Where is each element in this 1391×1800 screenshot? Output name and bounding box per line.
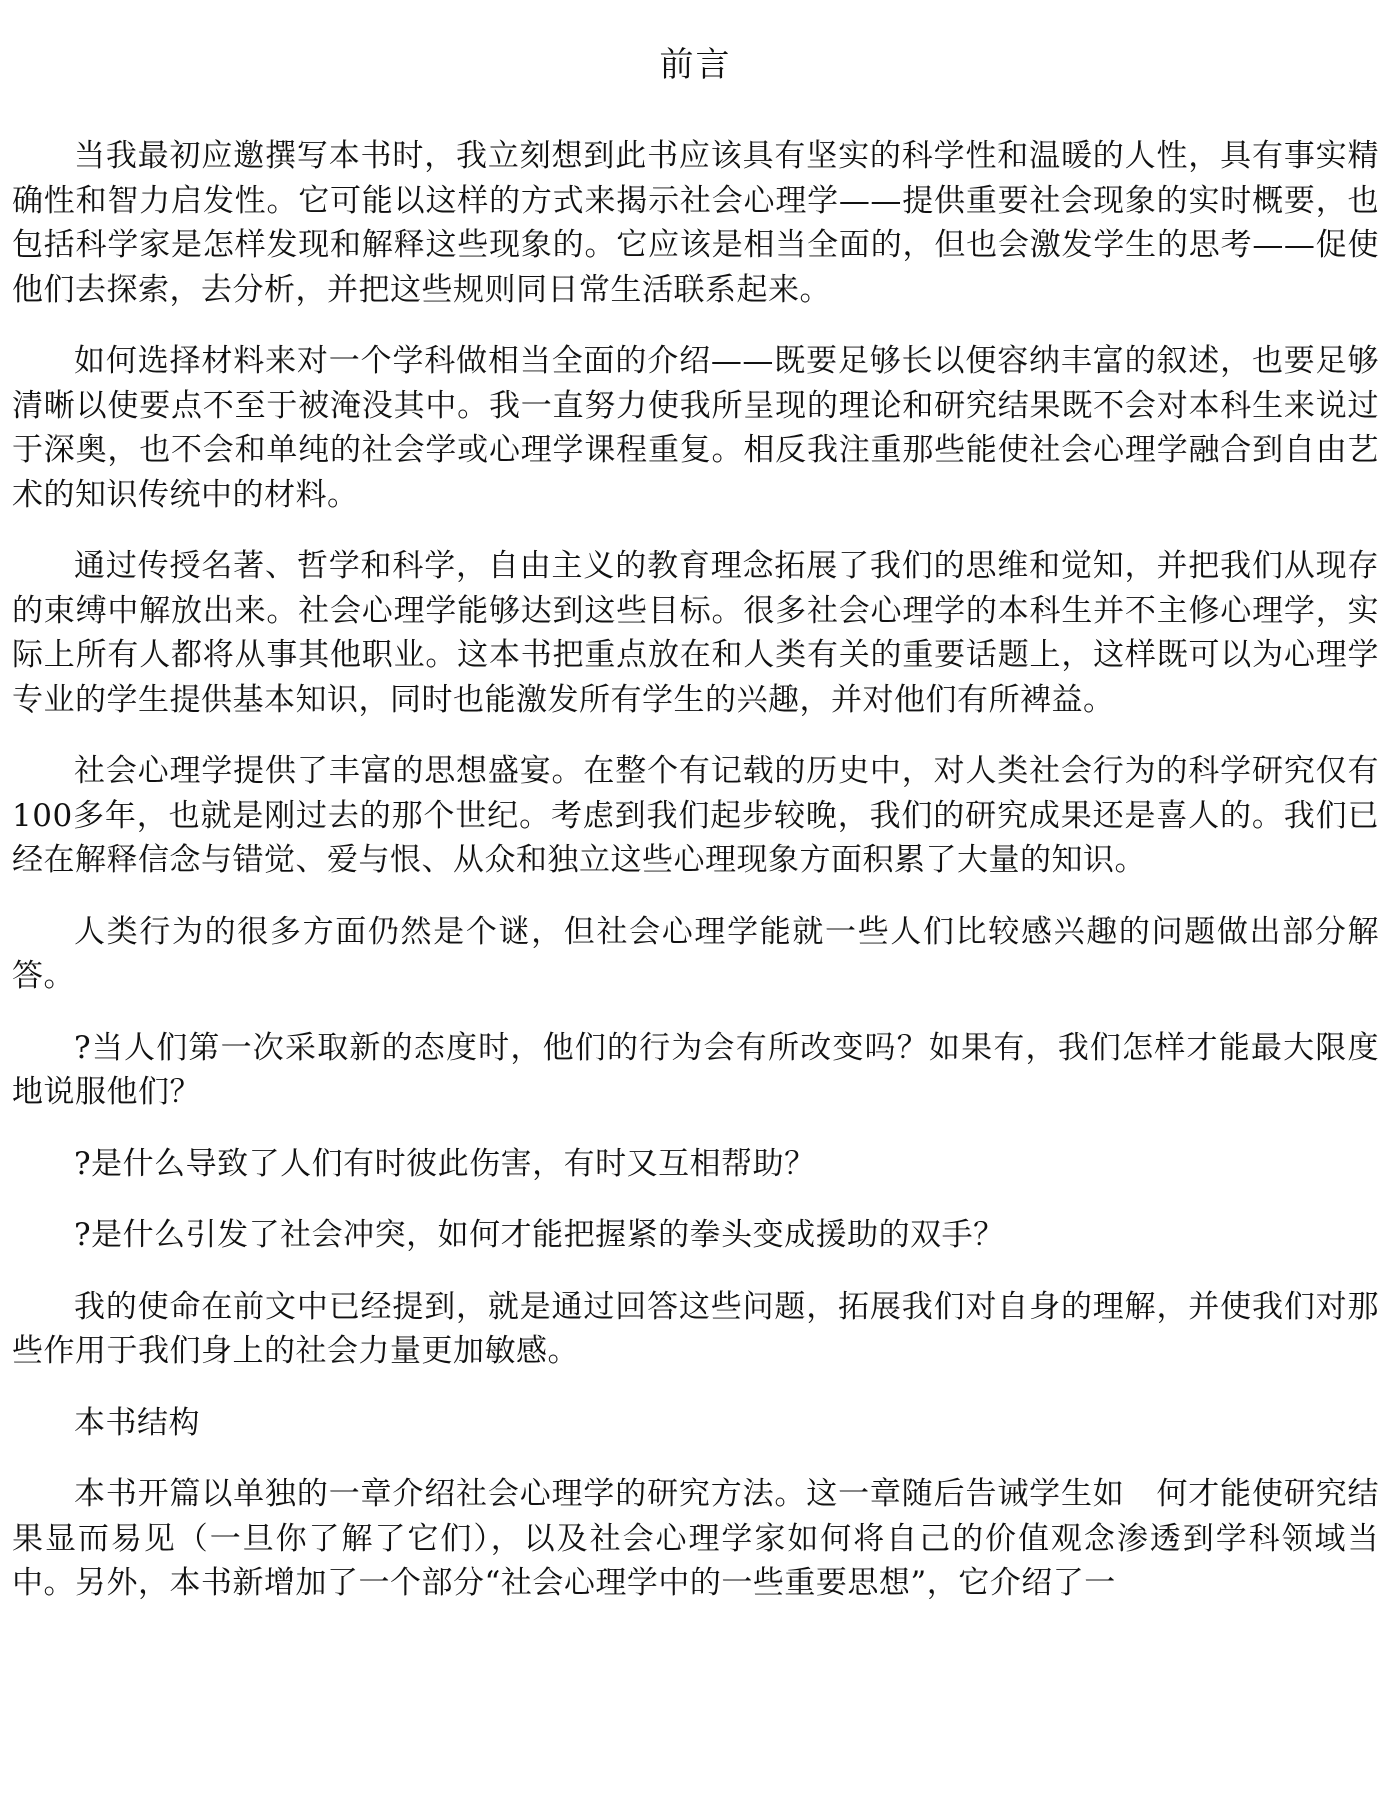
question-item-1: ?当人们第一次采取新的态度时，他们的行为会有所改变吗？如果有，我们怎样才能最大限度地说服他们？ xyxy=(12,1029,1379,1110)
paragraph-3: 通过传授名著、哲学和科学，自由主义的教育理念拓展了我们的思维和觉知，并把我们从现存的束缚中解放出来。社会心理学能够达到这些目标。很多社会心理学的本科生并不主修心理学，实际上所有人都将从事其他职业。这本书把重点放在和人类有关的重要话题上，这样既可以为心理学专业的学生提供基本知识，同时也能激发所有学生的兴趣，并对他们有所裨益。 xyxy=(12,548,1379,718)
document-page xyxy=(12,40,1379,1633)
question-item-3: ?是什么引发了社会冲突，如何才能把握紧的拳头变成援助的双手？ xyxy=(74,1217,1005,1253)
paragraph-5: 人类行为的很多方面仍然是个谜，但社会心理学能就一些人们比较感兴趣的问题做出部分解答。 xyxy=(12,913,1379,994)
question-item-2: ?是什么导致了人们有时彼此伤害，有时又互相帮助？ xyxy=(74,1145,816,1182)
paragraph-4: 社会心理学提供了丰富的思想盛宴。在整个有记载的历史中，对人类社会行为的科学研究仅有100多年，也就是刚过去的那个世纪。考虑到我们起步较晚，我们的研究成果还是喜人的。我们已经在解释信念与错觉、爱与恨、从众和独立这些心理现象方面积累了大量的知识。 xyxy=(12,753,1379,878)
paragraph-1: 当我最初应邀撰写本书时，我立刻想到此书应该具有坚实的科学性和温暖的人性，具有事实精确性和智力启发性。它可能以这样的方式来揭示社会心理学——提供重要社会现象的实时概要，也包括科学家是怎样发现和解释这些现象的。它应该是相当全面的，但也会激发学生的思考——促使他们去探索，去分析，并把这些规则同日常生活联系起来。 xyxy=(12,138,1379,308)
section-heading: 本书结构 xyxy=(74,1404,200,1441)
paragraph-2: 如何选择材料来对一个学科做相当全面的介绍——既要足够长以便容纳丰富的叙述，也要足够清晰以使要点不至于被淹没其中。我一直努力使我所呈现的理论和研究结果既不会对本科生来说过于深奥，也不会和单纯的社会学或心理学课程重复。相反我注重那些能使社会心理学融合到自由艺术的知识传统中的材料。 xyxy=(12,343,1379,513)
page-title: 前言 xyxy=(659,45,732,85)
paragraph-structure: 本书开篇以单独的一章介绍社会心理学的研究方法。这一章随后告诫学生如 何才能使研究结果显而易见（一旦你了解了它们），以及社会心理学家如何将自己的价值观念渗透到学科领域当中。另外，本书新增加了一个部分“社会心理学中的一些重要思想”，它介绍了一 xyxy=(12,1476,1379,1601)
paragraph-mission: 我的使命在前文中已经提到，就是通过回答这些问题，拓展我们对自身的理解，并使我们对那些作用于我们身上的社会力量更加敏感。 xyxy=(12,1288,1379,1369)
